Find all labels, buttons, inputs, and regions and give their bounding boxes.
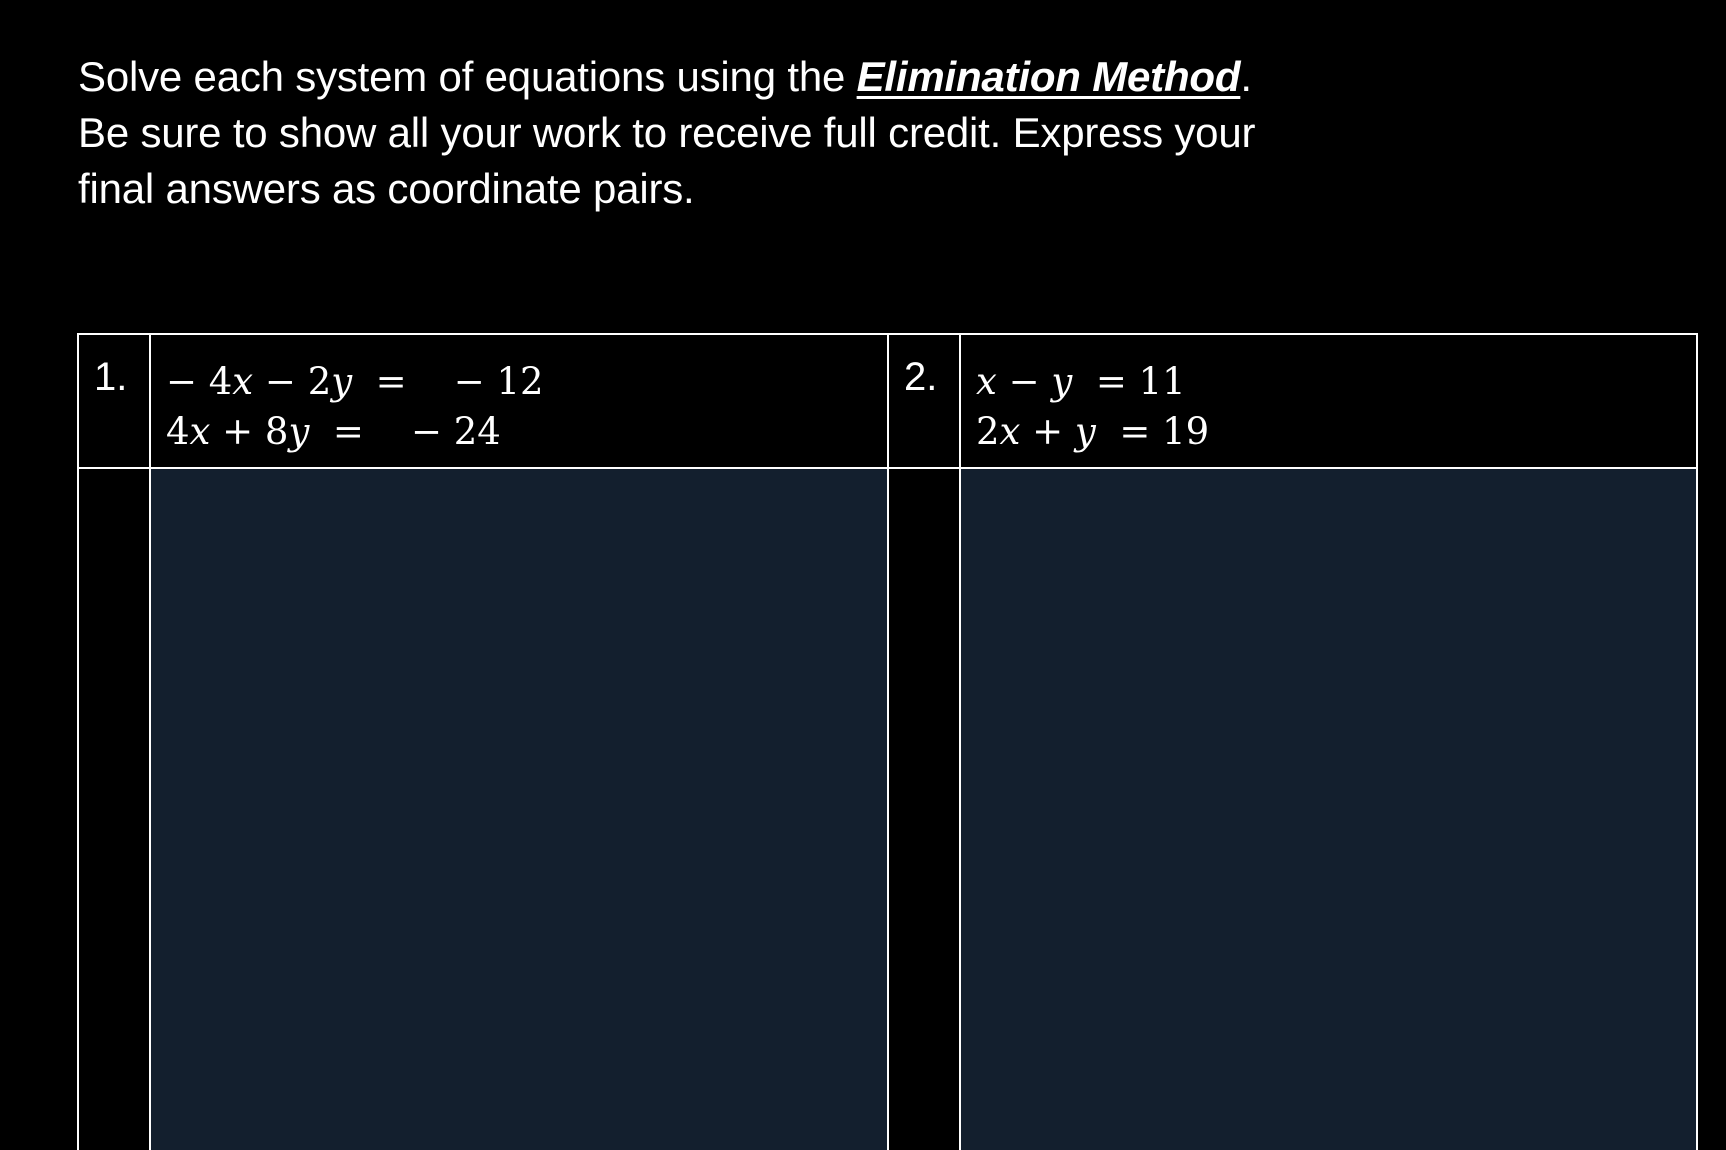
problem-2-work-area[interactable] [961,469,1698,1150]
problem-2-number: 2. [889,335,961,469]
instructions-line-2: Be sure to show all your work to receive full credit. Express your [78,109,1256,156]
instructions-line-1 [78,49,1378,105]
instructions-suffix: . [1240,53,1252,100]
instructions [78,49,1378,217]
problem-1-number: 1. [79,335,151,469]
problem-2-equation-2: 2𝑥 + 𝑦 = 19 [976,410,1210,453]
instructions-line-3: final answers as coordinate pairs. [78,165,695,212]
problem-2-equation-1: 𝑥 − 𝑦 = 11 [976,360,1186,403]
problem-1-equation-2: 4𝑥 + 8𝑦 = − 24 [166,410,501,453]
problem-2-equations [961,335,1698,469]
problem-table [77,333,1698,1150]
problem-1-equation-1: − 4𝑥 − 2𝑦 = − 12 [166,360,544,403]
problem-1-number-spacer [79,469,151,1150]
instructions-prefix: Solve each system of equations using the [78,53,857,100]
problem-1-work-area[interactable] [151,469,889,1150]
method-name: Elimination Method [856,53,1241,100]
problem-2-number-spacer [889,469,961,1150]
problem-1-equations [151,335,889,469]
